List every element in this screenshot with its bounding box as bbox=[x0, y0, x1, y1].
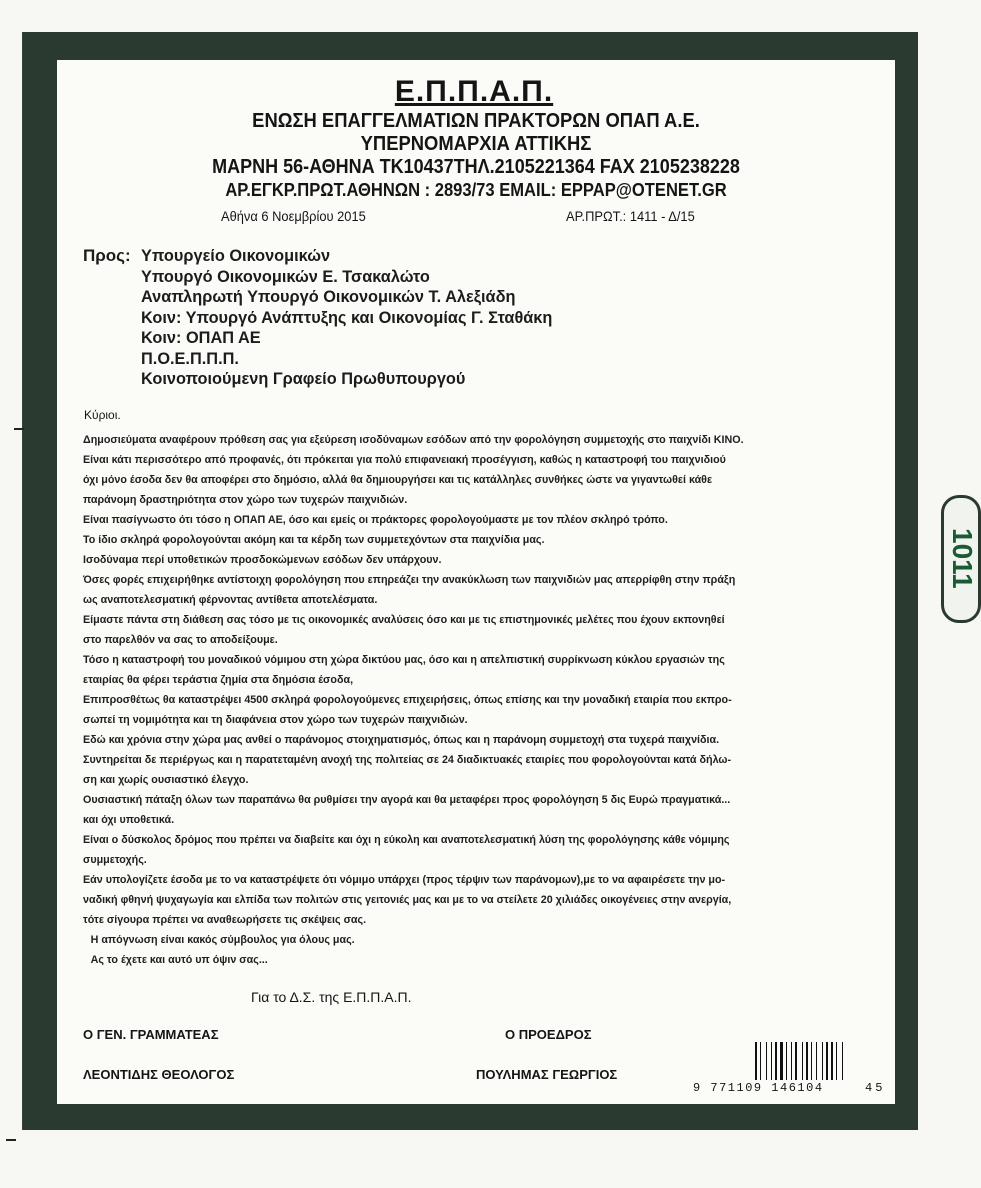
barcode-bar bbox=[802, 1042, 803, 1080]
barcode-bar bbox=[838, 1042, 841, 1080]
barcode-bar bbox=[773, 1042, 774, 1080]
recipient-item: Υπουργό Οικονομικών Ε. Τσακαλώτο bbox=[141, 266, 430, 286]
body-line: Είμαστε πάντα στη διάθεση σας τόσο με τις οικονομικές αναλύσεις όσο και με τις επιστημονικές μελέτες που έχουν εκπονηθεί bbox=[83, 614, 725, 626]
board-signoff: Για το Δ.Σ. της Ε.Π.Π.Α.Π. bbox=[251, 989, 412, 1005]
barcode-bar bbox=[813, 1042, 815, 1080]
body-line: ναδική φθηνή ψυχαγωγία και ελπίδα των πολιτών στις γειτονιές μας και με το να στείλετε 20 χιλιάδες οικογένειες στην ανεργία, bbox=[83, 894, 732, 906]
org-acronym: Ε.Π.Π.Α.Π. bbox=[394, 75, 554, 108]
barcode-bar bbox=[784, 1042, 785, 1080]
barcode-bar bbox=[836, 1042, 837, 1080]
body-line: σωπεί τη νομιμότητα και τη διαφάνεια στον χώρο των τυχερών παιχνιδιών. bbox=[83, 714, 468, 726]
body-line: τότε σίγουρα πρέπει να αναθεωρήσετε τις σκέψεις σας. bbox=[83, 914, 367, 926]
body-line: όχι μόνο έσοδα δεν θα αποφέρει στο δημόσιο, αλλά θα δημιουργήσει και τις κατάλληλες συνθήκες ώστε να γιγαντωθεί κάθε bbox=[83, 474, 713, 486]
barcode-bar bbox=[758, 1042, 759, 1080]
body-line: Ουσιαστική πάταξη όλων των παραπάνω θα ρυθμίσει την αγορά και θα μεταφέρει προς φορολόγηση 5 δις Ευρώ πραγματικά... bbox=[83, 794, 731, 806]
letter-sheet bbox=[57, 60, 895, 1104]
barcode-bar bbox=[780, 1042, 783, 1080]
barcode-bar bbox=[822, 1042, 823, 1080]
barcode-number: 9 771109 146104 bbox=[693, 1081, 824, 1095]
body-line: ως αναποτελεσματική φέρνοντας αντίθετα αποτελέσματα. bbox=[83, 594, 378, 606]
barcode-bar bbox=[755, 1042, 757, 1080]
body-line: Η απόγνωση είναι κακός σύμβουλος για όλους μας. bbox=[90, 934, 355, 946]
barcode-bar bbox=[788, 1042, 790, 1080]
body-line: Τόσο η καταστροφή του μοναδικού νόμιμου στη χώρα δικτύου μας, όσο και η απελπιστική συρρίκνωση κύκλου εργασιών της bbox=[83, 654, 725, 666]
president-title: Ο ΠΡΟΕΔΡΟΣ bbox=[505, 1027, 592, 1042]
body-line: Είναι κάτι περισσότερο από προφανές, ότι πρόκειται για πολύ επιφανειακή προσέγγιση, καθώς η καταστροφή του παιχνιδιού bbox=[83, 454, 726, 466]
barcode-bar bbox=[768, 1042, 770, 1080]
recipients-label: Προς: bbox=[83, 246, 131, 265]
body-line: Είναι πασίγνωστο ότι τόσο η ΟΠΑΠ ΑΕ, όσο και εμείς οι πράκτορες φορολογούμαστε με τον πλέον σκληρό τρόπο. bbox=[83, 514, 668, 526]
recipient-item: Υπουργείο Οικονομικών bbox=[141, 246, 331, 265]
barcode-bar bbox=[831, 1042, 833, 1080]
body-line: Εάν υπολογίζετε έσοδα με το να καταστρέψετε ότι νόμιμο υπάρχει (προς τέρψιν των παράνομων),με το να αφαιρέσετε την μο- bbox=[83, 874, 726, 886]
barcode-bar bbox=[842, 1042, 843, 1080]
barcode-bar bbox=[778, 1042, 779, 1080]
barcode-bar bbox=[834, 1042, 835, 1080]
org-name: ΕΝΩΣΗ ΕΠΑΓΓΕΛΜΑΤΙΩΝ ΠΡΑΚΤΟΡΩΝ ΟΠΑΠ Α.Ε. bbox=[252, 110, 700, 132]
tab-number: 1011 bbox=[947, 528, 978, 589]
body-line: Δημοσιεύματα αναφέρουν πρόθεση σας για εξεύρεση ισοδύναμων εσόδων από την φορολόγηση συμμετοχής στο παιχνίδι ΚΙΝΟ. bbox=[83, 434, 744, 446]
body-line: Ισοδύναμα περί υποθετικών προσδοκώμενων εσόδων δεν υπάρχουν. bbox=[83, 554, 442, 566]
recipients-list bbox=[141, 246, 701, 390]
salutation: Κύριοι. bbox=[84, 408, 121, 422]
barcode-bar bbox=[811, 1042, 812, 1080]
recipient-item: Π.Ο.Ε.Π.Π.Π. bbox=[141, 348, 239, 368]
barcode bbox=[755, 1042, 875, 1080]
barcode-bar bbox=[816, 1042, 817, 1080]
barcode-bar bbox=[760, 1042, 761, 1080]
letter-body bbox=[83, 430, 883, 970]
barcode-bar bbox=[829, 1042, 830, 1080]
barcode-bar bbox=[771, 1042, 772, 1080]
barcode-bar bbox=[826, 1042, 828, 1080]
letterhead bbox=[57, 74, 895, 202]
body-line: παράνομη δραστηριότητα στον χώρο των τυχερών παιχνιδιών. bbox=[83, 494, 408, 506]
barcode-bar bbox=[786, 1042, 787, 1080]
body-line: ση και χωρίς ουσιαστικό έλεγχο. bbox=[83, 774, 249, 786]
body-line: συμμετοχής. bbox=[83, 854, 147, 866]
body-line: Είναι ο δύσκολος δρόμος που πρέπει να διαβείτε και όχι η εύκολη και αναποτελεσματική λύση της φορολόγησης κάθε νόμιμης bbox=[83, 834, 730, 846]
body-line: Το ίδιο σκληρά φορολογούνται ακόμη και τα κέρδη των συμμετεχόντων στα παιχνίδια μας. bbox=[83, 534, 545, 546]
president-name: ΠΟΥΛΗΜΑΣ ΓΕΩΡΓΙΟΣ bbox=[476, 1067, 618, 1082]
letter-date: Αθήνα 6 Νοεμβρίου 2015 bbox=[221, 208, 366, 224]
body-line: Εδώ και χρόνια στην χώρα μας ανθεί ο παράνομος στοιχηματισμός, όπως και η παράνομη συμμετοχή στα τυχερά παιχνίδια. bbox=[83, 734, 720, 746]
body-line: εταιρίας θα φέρει τεράστια ζημία στα δημόσια έσοδα, bbox=[83, 674, 354, 686]
recipient-item: Κοινοποιούμενη Γραφείο Πρωθυπουργού bbox=[141, 369, 466, 388]
barcode-bar bbox=[806, 1042, 808, 1080]
barcode-bar bbox=[844, 1042, 846, 1080]
barcode-bar bbox=[818, 1042, 821, 1080]
body-line: Επιπροσθέτως θα καταστρέψει 4500 σκληρά φορολογούμενες επιχειρήσεις, όπως επίσης και την μοναδική εταιρία που εκπρο- bbox=[83, 694, 732, 706]
scan-mark bbox=[14, 428, 24, 430]
org-region: ΥΠΕΡΝΟΜΑΡΧΙΑ ΑΤΤΙΚΗΣ bbox=[360, 133, 592, 155]
barcode-bar bbox=[795, 1042, 797, 1080]
body-line: και όχι υποθετικά. bbox=[83, 814, 175, 826]
body-line: στο παρελθόν να σας το αποδείξουμε. bbox=[83, 634, 278, 646]
body-line: Όσες φορές επιχειρήθηκε αντίστοιχη φορολόγηση που επηρεάζει την ανακύκλωση των παιχνιδιών μας απερρίφθη στην πράξη bbox=[83, 574, 736, 586]
barcode-bar bbox=[775, 1042, 777, 1080]
body-line: Συντηρείται δε περιέργως και η παρατεταμένη ανοχή της πολιτείας σε 24 διαδικτυακές εταιρίες που φορολογούνται κατά δήλω- bbox=[83, 754, 732, 766]
protocol-number: ΑΡ.ΠΡΩΤ.: 1411 - Δ/15 bbox=[566, 208, 695, 224]
barcode-issue: 45 bbox=[865, 1081, 886, 1095]
recipient-item: Κοιν: ΟΠΑΠ ΑΕ bbox=[141, 328, 261, 347]
page-tab bbox=[941, 495, 981, 623]
recipient-item: Αναπληρωτή Υπουργό Οικονομικών Τ. Αλεξιάδη bbox=[141, 287, 516, 306]
barcode-bar bbox=[824, 1042, 825, 1080]
barcode-bar bbox=[804, 1042, 805, 1080]
barcode-bar bbox=[791, 1042, 792, 1080]
barcode-bar bbox=[809, 1042, 810, 1080]
org-address: ΜΑΡΝΗ 56-ΑΘΗΝΑ ΤΚ10437ΤΗΛ.2105221364 FAX 2105238228 bbox=[212, 156, 740, 178]
barcode-bar bbox=[762, 1042, 765, 1080]
secretary-name: ΛΕΟΝΤΙΔΗΣ ΘΕΟΛΟΓΟΣ bbox=[83, 1067, 235, 1082]
barcode-bar bbox=[766, 1042, 767, 1080]
barcode-bar bbox=[793, 1042, 794, 1080]
scan-mark bbox=[6, 1139, 16, 1141]
recipient-item: Κοιν: Υπουργό Ανάπτυξης και Οικονομίας Γ. Σταθάκη bbox=[141, 307, 553, 327]
body-line: Ας το έχετε και αυτό υπ όψιν σας... bbox=[90, 954, 268, 966]
barcode-bar bbox=[798, 1042, 801, 1080]
org-registry-email: ΑΡ.ΕΓΚΡ.ΠΡΩΤ.ΑΘΗΝΩΝ : 2893/73 EMAIL: EPPAP@OTENET.GR bbox=[225, 180, 727, 200]
secretary-title: Ο ΓΕΝ. ΓΡΑΜΜΑΤΕΑΣ bbox=[83, 1027, 219, 1042]
